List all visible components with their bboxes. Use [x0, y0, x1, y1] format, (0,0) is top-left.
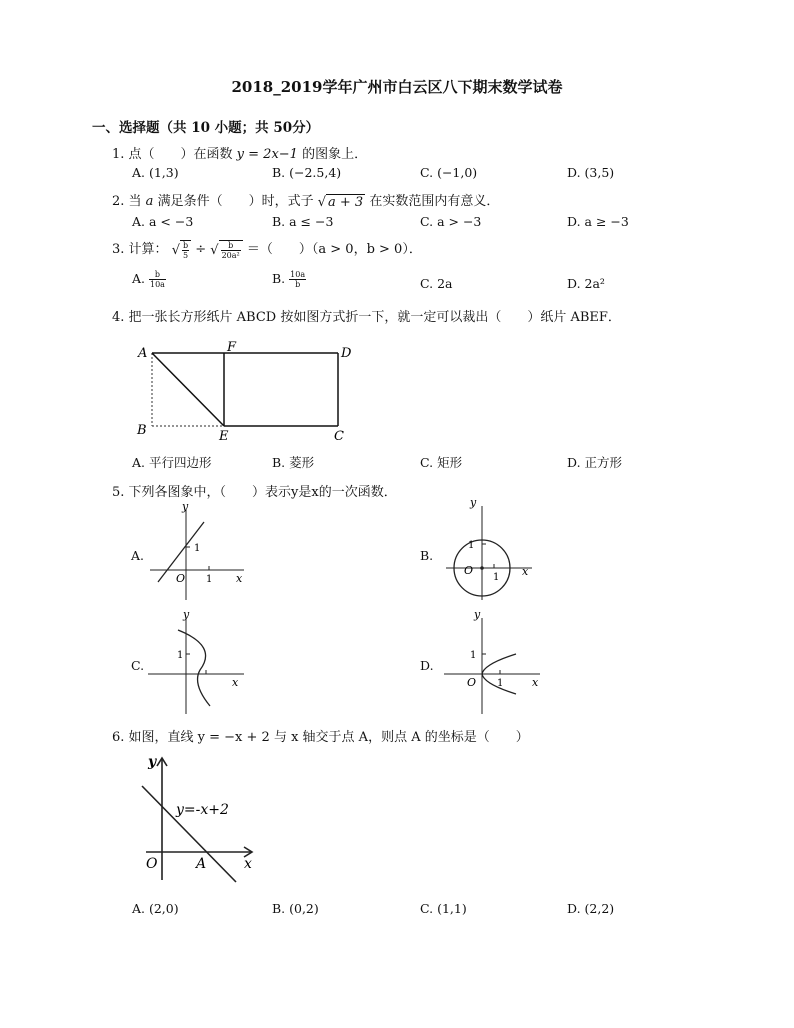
- q5b-tick-y: 1: [468, 540, 475, 551]
- q2-option-c[interactable]: C. a > −3: [420, 214, 482, 229]
- q2-option-d[interactable]: D. a ≥ −3: [567, 214, 629, 229]
- q3-pre: 3. 计算：: [112, 242, 168, 257]
- q6-option-a[interactable]: A. (2,0): [132, 901, 179, 916]
- q2-post: 在实数范围内有意义．: [365, 194, 500, 209]
- q6-y-label: y: [148, 754, 157, 770]
- q3-f1-num: b: [182, 240, 189, 250]
- q5a-tick-y: 1: [194, 543, 201, 554]
- q3-option-b-label: B.: [272, 271, 286, 286]
- q2-mid: 满足条件（ ）时，式子: [153, 194, 318, 209]
- q5-option-b[interactable]: B.: [420, 548, 434, 563]
- q2-radical: √ a + 3: [317, 194, 364, 210]
- q6-origin: O: [146, 856, 158, 872]
- q6-option-d[interactable]: D. (2,2): [567, 901, 615, 916]
- q1-option-a[interactable]: A. (1,3): [132, 165, 179, 180]
- q5c-curve: [178, 630, 210, 706]
- q3-option-a-label: A.: [132, 271, 146, 286]
- q1-option-b[interactable]: B. (−2.5,4): [272, 165, 342, 180]
- page-title: 2018_2019学年广州市白云区八下期末数学试卷: [231, 78, 563, 96]
- q4-label-f: F: [227, 340, 237, 355]
- q2-radicand: a + 3: [328, 194, 364, 210]
- q5d-tick-x: 1: [497, 678, 504, 689]
- q3-post: ＝（ ）（a > 0，b > 0）．: [246, 242, 422, 257]
- q6-x-label: x: [244, 856, 252, 872]
- q5b-x-label: x: [522, 565, 529, 578]
- q5d-origin: O: [467, 676, 477, 689]
- q3-f2-num: b: [221, 241, 241, 251]
- q3-option-c[interactable]: C. 2a: [420, 276, 453, 291]
- q5b-origin: O: [464, 564, 474, 577]
- q3-option-a[interactable]: [132, 270, 166, 289]
- q3-sqrt-2: √ $\frac{b}{\text{20a²}}$: [210, 240, 242, 260]
- q5a-x-label: x: [236, 572, 243, 585]
- q6-point-a: A: [196, 856, 207, 872]
- q5a-tick-x: 1: [206, 574, 213, 585]
- question-6: 6. 如图，直线 y = −x + 2 与 x 轴交于点 A，则点 A 的坐标是（ ）: [112, 730, 529, 745]
- q6-line-label: y=-x+2: [176, 802, 229, 818]
- q1-option-c[interactable]: C. (−1,0): [420, 165, 478, 180]
- q3-option-b-num: 10a: [290, 270, 306, 279]
- q5-graph-b: [432, 496, 542, 604]
- q4-label-a: A: [138, 346, 148, 361]
- q5c-x-label: x: [232, 676, 239, 689]
- q4-label-b: B: [137, 423, 147, 438]
- q2-option-b[interactable]: B. a ≤ −3: [272, 214, 334, 229]
- q5-graph-c: [140, 608, 250, 718]
- q4-label-e: E: [219, 429, 229, 444]
- q3-option-a-num: b: [149, 270, 166, 280]
- q5b-y-label: y: [470, 496, 477, 509]
- question-4: 4. 把一张长方形纸片 ABCD 按如图方式折一下，就一定可以裁出（ ）纸片 ABEF．: [112, 310, 621, 325]
- q4-label-c: C: [334, 429, 344, 444]
- q4-figure: [130, 338, 365, 448]
- q5-option-d[interactable]: D.: [420, 658, 434, 673]
- q3-sqrt-1: √ $\frac{b}{5}$: [172, 240, 191, 260]
- q1-option-d[interactable]: D. (3,5): [567, 165, 615, 180]
- q3-div: ÷: [195, 242, 207, 257]
- q5-graph-a: [140, 500, 250, 604]
- q5b-tick-x: 1: [493, 572, 500, 583]
- q5a-origin: O: [176, 572, 186, 585]
- q2-pre: 2. 当: [112, 194, 146, 209]
- q6-option-c[interactable]: C. (1,1): [420, 901, 467, 916]
- q4-option-c[interactable]: C. 矩形: [420, 455, 463, 470]
- q4-option-d[interactable]: D. 正方形: [567, 455, 623, 470]
- question-3: [112, 238, 422, 260]
- q3-option-d[interactable]: D. 2a²: [567, 276, 605, 291]
- q2-option-a[interactable]: A. a < −3: [132, 214, 194, 229]
- q5-option-c[interactable]: C.: [131, 658, 145, 673]
- q5c-tick-y: 1: [177, 650, 184, 661]
- q4-label-d: D: [341, 346, 352, 361]
- q6-option-b[interactable]: B. (0,2): [272, 901, 319, 916]
- q3-option-b[interactable]: [272, 270, 306, 289]
- q1-math: y = 2x−1: [236, 147, 298, 162]
- q3-f1-den: 5: [183, 250, 189, 260]
- q5d-x-label: x: [532, 676, 539, 689]
- q5a-y-label: y: [182, 500, 189, 513]
- q5-graph-d: [432, 608, 547, 718]
- question-5: 5. 下列各图象中，（ ）表示y是x的一次函数．: [112, 485, 397, 500]
- q4-fold-ae: [152, 353, 224, 426]
- q5-option-a[interactable]: A.: [131, 548, 145, 563]
- q5d-tick-y: 1: [470, 650, 477, 661]
- q5c-y-label: y: [183, 608, 190, 621]
- question-2: [112, 190, 499, 210]
- q1-pre: 1. 点（ ）在函数: [112, 147, 237, 162]
- q1-post: 的图象上．: [297, 147, 368, 162]
- q3-option-a-den: 10a: [150, 280, 165, 289]
- q3-f2-den: 20a²: [221, 250, 240, 260]
- q4-option-b[interactable]: B. 菱形: [272, 455, 315, 470]
- q5d-y-label: y: [474, 608, 481, 621]
- q3-option-b-den: b: [295, 280, 301, 289]
- q6-figure: [140, 748, 270, 886]
- q2-var: a: [145, 194, 154, 209]
- q4-option-a[interactable]: A. 平行四边形: [132, 455, 212, 470]
- question-1: [112, 143, 367, 162]
- section-heading: 一、选择题（共 10 小题；共 50分）: [92, 120, 320, 136]
